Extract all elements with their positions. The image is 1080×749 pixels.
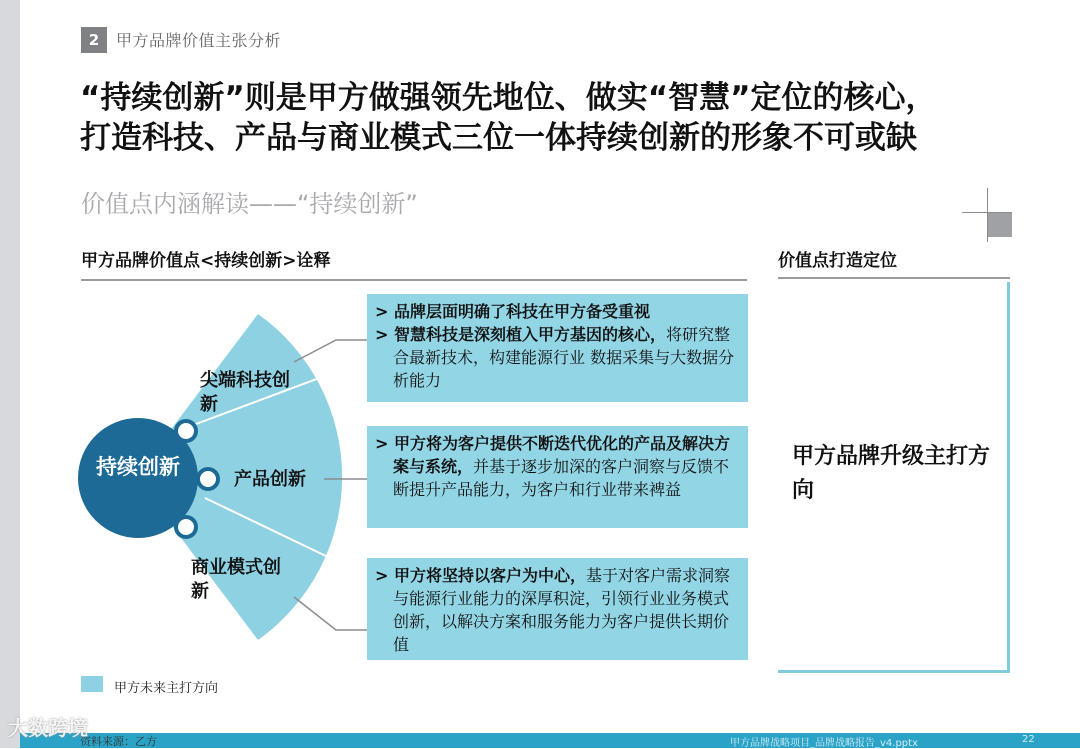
left-column-heading: 甲方品牌价值点<持续创新>诠释	[81, 251, 331, 271]
legend-swatch	[81, 676, 103, 692]
interpretation-box-product	[367, 426, 748, 528]
box-point: > 品牌层面明确了科技在甲方备受重视	[375, 302, 650, 321]
segment-label-tech: 尖端科技创新	[200, 370, 290, 415]
source-note: 资料来源：乙方	[80, 735, 157, 748]
watermark: 大数跨境	[8, 716, 88, 740]
connector-line-3	[294, 597, 367, 630]
positioning-statement: 甲方品牌升级主打方向	[792, 444, 991, 503]
diagram-center-label: 持续创新	[96, 455, 180, 479]
box-point: > 智慧科技是深刻植入甲方基因的核心，将研究整合最新技术，构建能源行业 数据采集与大数据分析能力	[375, 325, 735, 390]
page-subtitle: 价值点内涵解读——“持续创新”	[81, 190, 418, 218]
connector-line-1	[294, 340, 367, 362]
page-title-line-1: “持续创新”则是甲方做强领先地位、做实“智慧”定位的核心，	[80, 80, 937, 116]
interpretation-box-business-model	[367, 558, 748, 660]
page-title-line-2: 打造科技、产品与商业模式三位一体持续创新的形象不可或缺	[80, 120, 917, 156]
segment-label-product: 产品创新	[234, 469, 306, 490]
ring-node-2-icon	[198, 469, 218, 489]
footer-filename: 甲方品牌战略项目_品牌战略报告_v4.pptx	[730, 738, 918, 749]
box-point: > 甲方将坚持以客户为中心，基于对客户需求洞察与能源行业能力的深厚积淀，引领行业业务模式创新，以解决方案和服务能力为客户提供长期价值	[375, 566, 730, 654]
right-column-heading: 价值点打造定位	[778, 251, 897, 271]
interpretation-box-tech	[367, 294, 748, 402]
page-number: 22	[1022, 734, 1035, 745]
box-point: > 甲方将为客户提供不断迭代优化的产品及解决方案与系统，并基于逐步加深的客户洞察与反馈不断提升产品能力，为客户和行业带来裨益	[375, 434, 730, 499]
section-number-badge: 2	[81, 27, 107, 53]
legend-label: 甲方未来主打方向	[114, 681, 219, 696]
ring-node-3-icon	[176, 517, 196, 537]
footer-bar	[20, 733, 1080, 748]
segment-label-business-model: 商业模式创新	[191, 557, 281, 602]
section-title: 甲方品牌价值主张分析	[116, 31, 282, 50]
ring-node-1-icon	[176, 421, 196, 441]
